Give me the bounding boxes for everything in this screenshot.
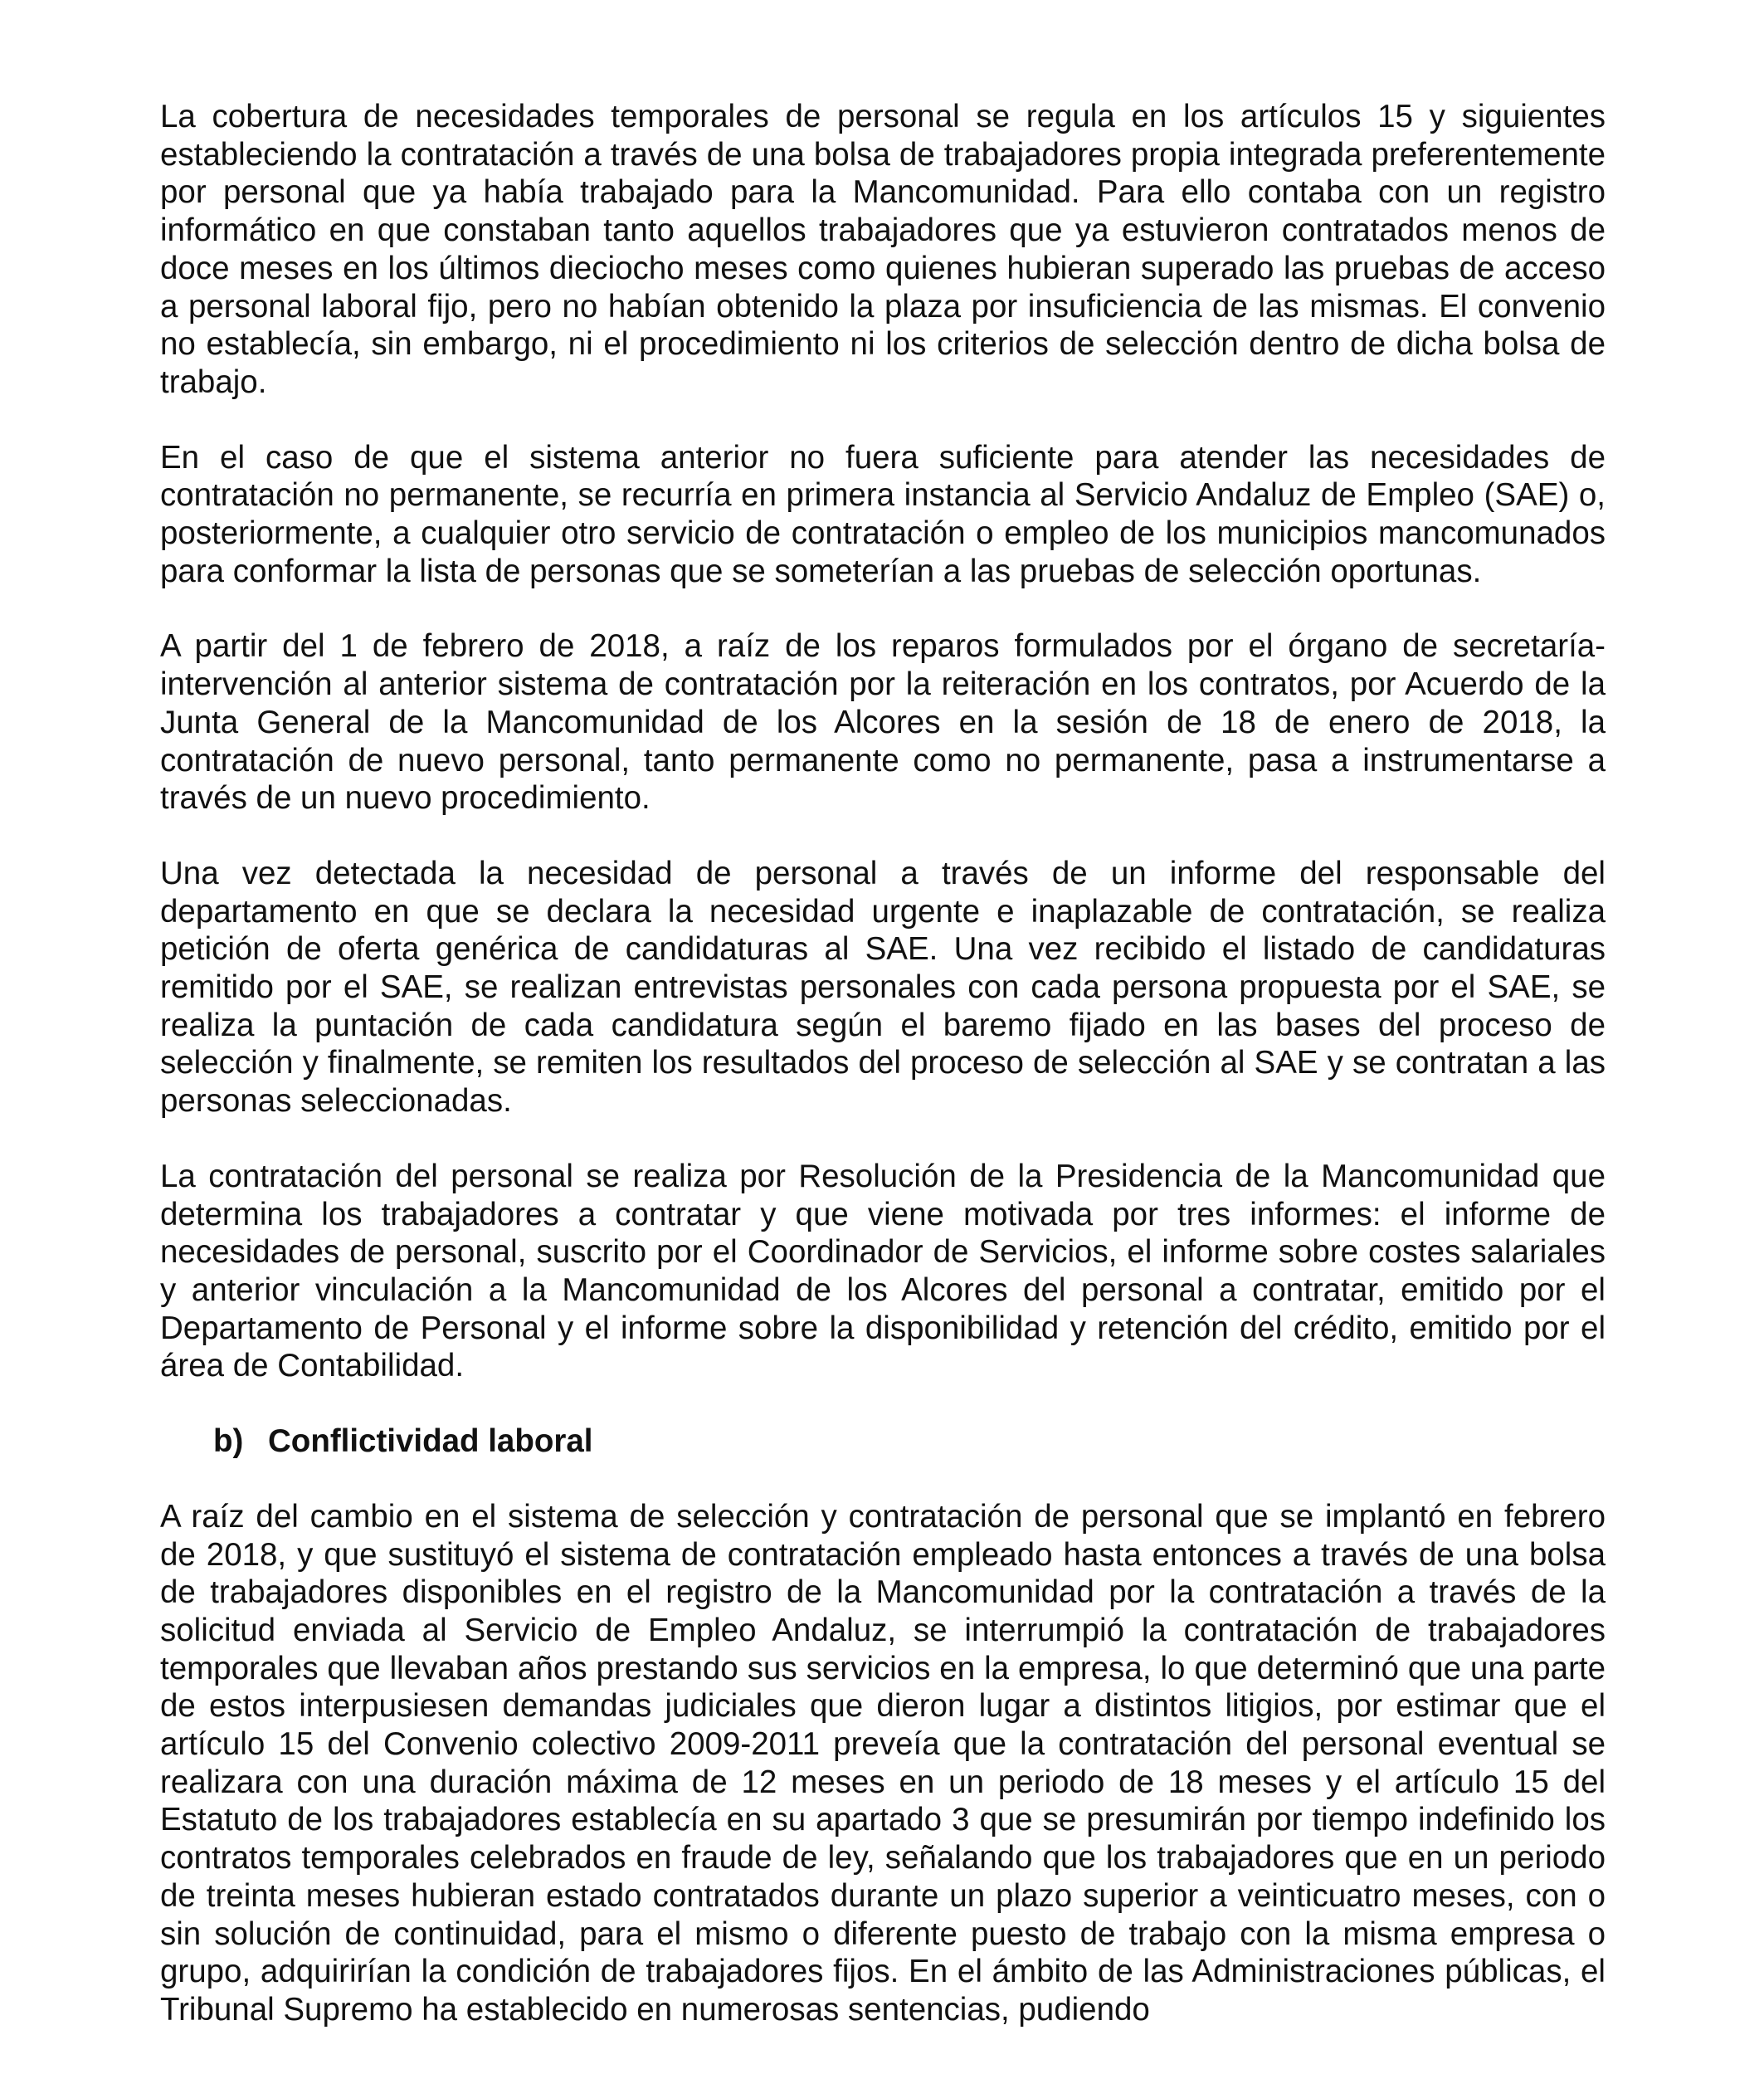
paragraph-selection-process: Una vez detectada la necesidad de personal a través de un informe del responsable del departamento en que se declara la necesidad urgente e inaplazable de contratación, se realiza petición de oferta genérica de candidaturas al SAE. Una vez recibido el listado de candidaturas remitido por el SAE, se realizan entrevistas personales con cada persona propuesta por el SAE, se realiza la puntación de cada candidatura según el baremo fijado en las bases del proceso de selección y finalmente, se remiten los resultados del proceso de selección al SAE y se contratan a las personas seleccionadas.	[160, 855, 1606, 1120]
document-page	[160, 98, 1606, 2029]
section-heading-title: Conflictividad laboral	[268, 1423, 593, 1460]
section-heading	[213, 1423, 1606, 1461]
paragraph-presidency-resolution: La contratación del personal se realiza por Resolución de la Presidencia de la Mancomunidad que determina los trabajadores a contratar y que viene motivada por tres informes: el informe de necesidades de personal, suscrito por el Coordinador de Servicios, el informe sobre costes salariales y anterior vinculación a la Mancomunidad de los Alcores del personal a contratar, emitido por el Departamento de Personal y el informe sobre la disponibilidad y retención del crédito, emitido por el área de Contabilidad.	[160, 1158, 1606, 1384]
section-heading-marker: b)	[213, 1423, 244, 1460]
paragraph-sae-fallback: En el caso de que el sistema anterior no fuera suficiente para atender las necesidades de contratación no permanente, se recurría en primera instancia al Servicio Andaluz de Empleo (SAE) o, posteriormente, a cualquier otro servicio de contratación o empleo de los municipios mancomunados para conformar la lista de personas que se someterían a las pruebas de selección oportunas.	[160, 439, 1606, 589]
paragraph-labor-conflict: A raíz del cambio en el sistema de selección y contratación de personal que se implantó en febrero de 2018, y que sustituyó el sistema de contratación empleado hasta entonces a través de una bolsa de trabajadores disponibles en el registro de la Mancomunidad por la contratación a través de la solicitud enviada al Servicio de Empleo Andaluz, se interrumpió la contratación de trabajadores temporales que llevaban años prestando sus servicios en la empresa, lo que determinó que una parte de estos interpusiesen demandas judiciales que dieron lugar a distintos litigios, por estimar que el artículo 15 del Convenio colectivo 2009-2011 preveía que la contratación del personal eventual se realizara con una duración máxima de 12 meses en un periodo de 18 meses y el artículo 15 del Estatuto de los trabajadores establecía en su apartado 3 que se presumirán por tiempo indefinido los contratos temporales celebrados en fraude de ley, señalando que los trabajadores que en un periodo de treinta meses hubieran estado contratados durante un plazo superior a veinticuatro meses, con o sin solución de continuidad, para el mismo o diferente puesto de trabajo con la misma empresa o grupo, adquirirían la condición de trabajadores fijos. En el ámbito de las Administraciones públicas, el Tribunal Supremo ha establecido en numerosas sentencias, pudiendo	[160, 1498, 1606, 2028]
paragraph-new-procedure-2018: A partir del 1 de febrero de 2018, a raíz de los reparos formulados por el órgano de secretaría-intervención al anterior sistema de contratación por la reiteración en los contratos, por Acuerdo de la Junta General de la Mancomunidad de los Alcores en la sesión de 18 de enero de 2018, la contratación de nuevo personal, tanto permanente como no permanente, pasa a instrumentarse a través de un nuevo procedimiento.	[160, 628, 1606, 817]
paragraph-temporary-staffing: La cobertura de necesidades temporales de personal se regula en los artículos 15 y siguientes estableciendo la contratación a través de una bolsa de trabajadores propia integrada preferentemente por personal que ya había trabajado para la Mancomunidad. Para ello contaba con un registro informático en que constaban tanto aquellos trabajadores que ya estuvieron contratados menos de doce meses en los últimos dieciocho meses como quienes hubieran superado las pruebas de acceso a personal laboral fijo, pero no habían obtenido la plaza por insuficiencia de las mismas. El convenio no establecía, sin embargo, ni el procedimiento ni los criterios de selección dentro de dicha bolsa de trabajo.	[160, 99, 1606, 400]
